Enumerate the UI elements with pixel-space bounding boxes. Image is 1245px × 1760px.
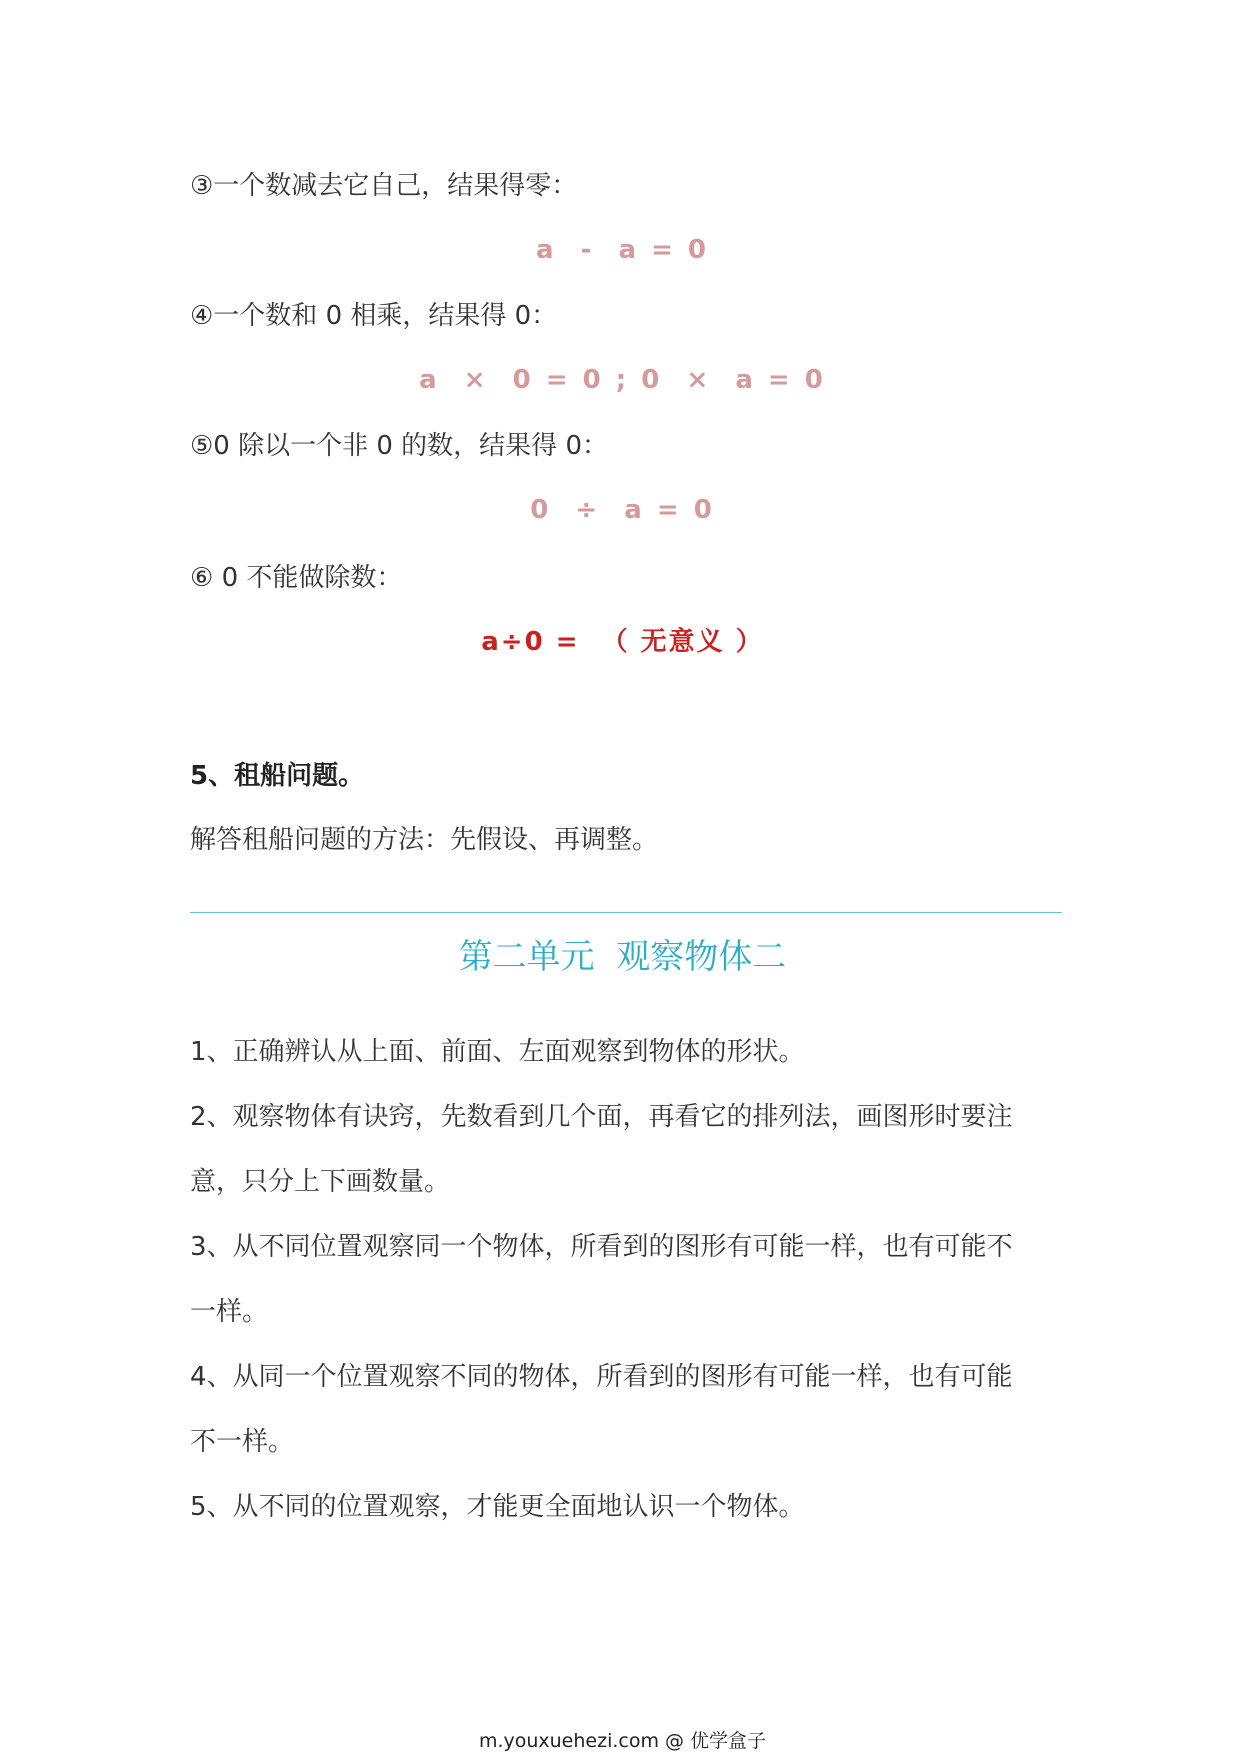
unit-2-item-1: 1、正确辨认从上面、前面、左面观察到物体的形状。 xyxy=(190,1037,805,1067)
unit-2-item-3-line-1: 3、从不同位置观察同一个物体，所看到的图形有可能一样，也有可能不 xyxy=(190,1232,1013,1262)
rule-4-formula: a × 0 = 0 ; 0 × a = 0 xyxy=(419,365,826,395)
section-5-heading: 5、租船问题。 xyxy=(190,761,365,791)
footer-watermark: m.youxuehezi.com @ 优学盒子 xyxy=(478,1730,767,1752)
unit-2-item-4-line-1: 4、从同一个位置观察不同的物体，所看到的图形有可能一样，也有可能 xyxy=(190,1362,1013,1392)
unit-2-item-4-line-2: 不一样。 xyxy=(190,1427,295,1457)
unit-2-item-2-line-1: 2、观察物体有诀窍，先数看到几个面，再看它的排列法，画图形时要注 xyxy=(190,1102,1013,1132)
unit-2-item-5: 5、从不同的位置观察，才能更全面地认识一个物体。 xyxy=(190,1492,805,1522)
section-divider xyxy=(190,912,1062,913)
rule-3-formula: a - a = 0 xyxy=(535,235,710,265)
rule-5-text: ⑤0 除以一个非 0 的数，结果得 0： xyxy=(190,431,608,461)
rule-6-formula: a÷0 = （ 无意义 ） xyxy=(481,627,764,657)
section-5-body: 解答租船问题的方法：先假设、再调整。 xyxy=(190,825,659,855)
unit-2-item-2-line-2: 意，只分上下画数量。 xyxy=(190,1167,451,1197)
rule-6-text: ⑥ 0 不能做除数： xyxy=(190,563,403,593)
rule-3-text: ③一个数减去它自己，结果得零： xyxy=(190,171,578,201)
rule-5-formula: 0 ÷ a = 0 xyxy=(530,495,715,525)
rule-4-text: ④一个数和 0 相乘，结果得 0： xyxy=(190,301,558,331)
unit-2-title: 第二单元 观察物体二 xyxy=(458,937,787,977)
unit-2-item-3-line-2: 一样。 xyxy=(190,1297,269,1327)
